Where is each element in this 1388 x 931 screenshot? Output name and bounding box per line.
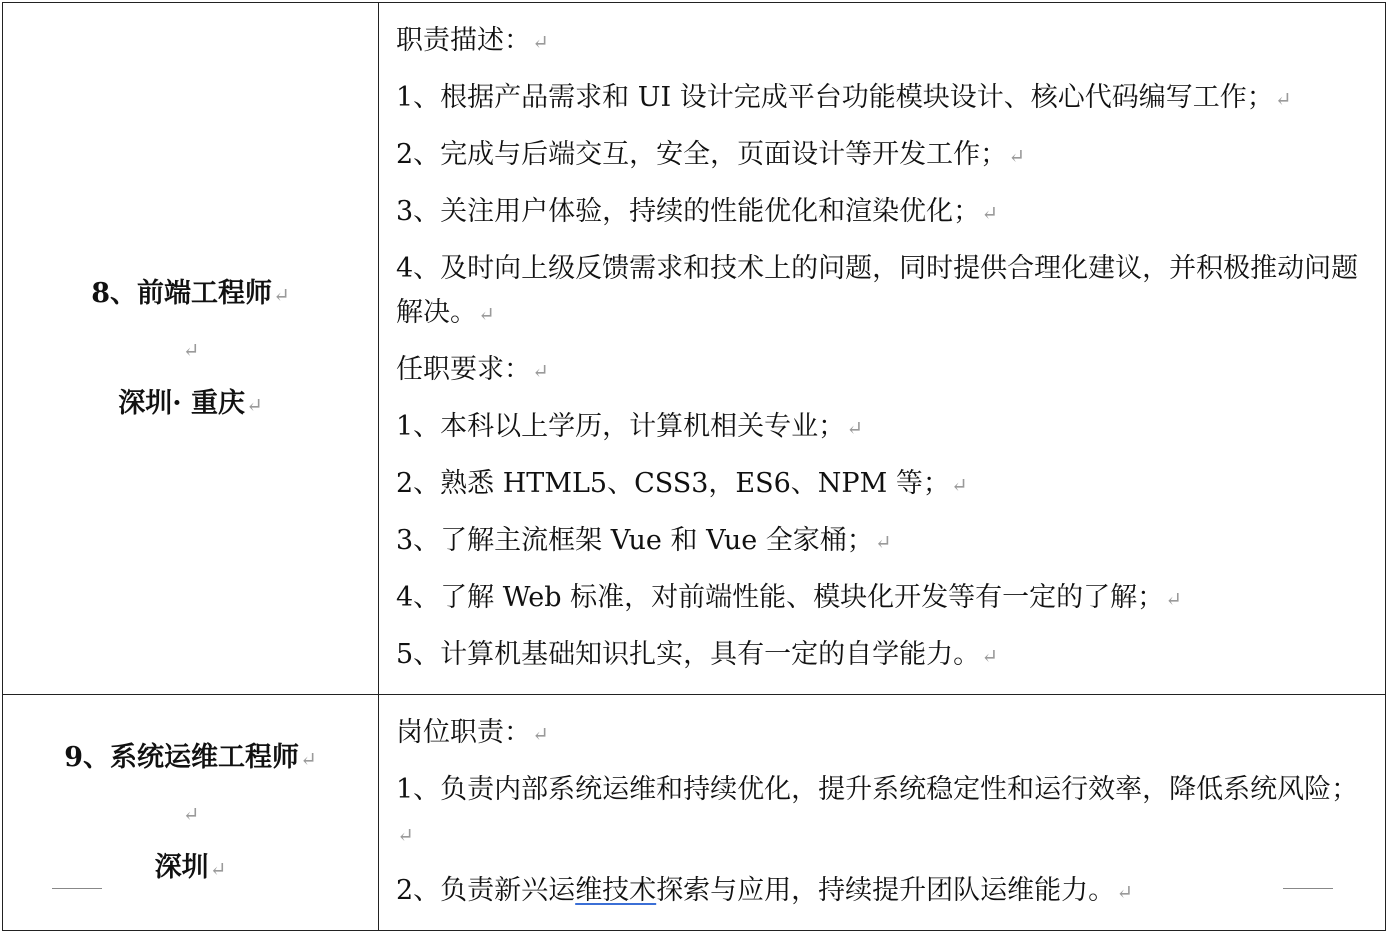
paragraph-mark-icon: ↵: [532, 359, 549, 383]
job-row-frontend-engineer: [3, 3, 1386, 695]
paragraph-mark-icon: ↵: [209, 857, 227, 881]
job-description-cell: [379, 695, 1386, 931]
paragraph-mark-icon: ↵: [478, 302, 495, 326]
paragraph-mark-icon: ↵: [182, 338, 200, 362]
paragraph-mark-icon: ↵: [1165, 587, 1182, 611]
paragraph-mark-icon: ↵: [246, 393, 263, 417]
job-title-cell: [3, 695, 379, 931]
page-edge-marker: [52, 888, 102, 894]
list-item[interactable]: 5、计算机基础知识扎实，具有一定的自学能力。↵: [396, 639, 998, 670]
paragraph-mark-icon: ↵: [1008, 144, 1025, 168]
list-item[interactable]: 2、负责新兴运维技术探索与应用，持续提升团队运维能力。↵: [396, 875, 1133, 906]
section-heading[interactable]: 任职要求：↵: [396, 354, 549, 385]
paragraph-mark-icon: ↵: [981, 644, 998, 668]
paragraph-mark-icon: ↵: [874, 530, 892, 554]
paragraph-mark-icon: ↵: [846, 416, 863, 440]
position-location[interactable]: 深圳: [154, 852, 209, 883]
page-edge-marker: [1283, 888, 1333, 894]
list-item[interactable]: 2、熟悉 HTML5、CSS3，ES6、NPM 等；↵: [396, 468, 968, 499]
paragraph-mark-icon: ↵: [300, 747, 317, 771]
list-item[interactable]: 3、关注用户体验，持续的性能优化和渲染优化；↵: [396, 196, 998, 227]
list-item[interactable]: 4、了解 Web 标准，对前端性能、模块化开发等有一定的了解；↵: [396, 582, 1182, 613]
list-item[interactable]: 4、及时向上级反馈需求和技术上的问题，同时提供合理化建议，并积极推动问题解决。↵: [396, 253, 1359, 328]
list-item[interactable]: 3、了解主流框架 Vue 和 Vue 全家桶；↵: [396, 525, 892, 556]
paragraph-mark-icon: ↵: [182, 802, 200, 826]
position-title[interactable]: 8、前端工程师: [91, 278, 273, 309]
spellcheck-underline[interactable]: 维技术: [575, 875, 657, 906]
paragraph-mark-icon: ↵: [273, 283, 290, 307]
list-item[interactable]: 1、本科以上学历，计算机相关专业；↵: [396, 411, 863, 442]
job-title-cell: [3, 3, 379, 695]
job-description-cell: [379, 3, 1386, 695]
paragraph-mark-icon: ↵: [1274, 87, 1292, 111]
job-table: [2, 2, 1386, 931]
list-item[interactable]: 1、负责内部系统运维和持续优化，提升系统稳定性和运行效率，降低系统风险；↵: [396, 774, 1359, 847]
paragraph-mark-icon: ↵: [981, 201, 998, 225]
section-heading[interactable]: 岗位职责：↵: [396, 717, 549, 748]
list-item[interactable]: 2、完成与后端交互，安全，页面设计等开发工作；↵: [396, 139, 1025, 170]
position-location[interactable]: 深圳· 重庆: [118, 388, 246, 419]
paragraph-mark-icon: ↵: [1116, 880, 1133, 904]
paragraph-mark-icon: ↵: [950, 473, 968, 497]
job-row-ops-engineer: [3, 695, 1386, 931]
list-item[interactable]: 1、根据产品需求和 UI 设计完成平台功能模块设计、核心代码编写工作；↵: [396, 82, 1292, 113]
paragraph-mark-icon: ↵: [397, 823, 414, 847]
position-title[interactable]: 9、系统运维工程师: [64, 742, 300, 773]
section-heading[interactable]: 职责描述：↵: [396, 25, 549, 56]
paragraph-mark-icon: ↵: [532, 722, 549, 746]
paragraph-mark-icon: ↵: [532, 30, 549, 54]
